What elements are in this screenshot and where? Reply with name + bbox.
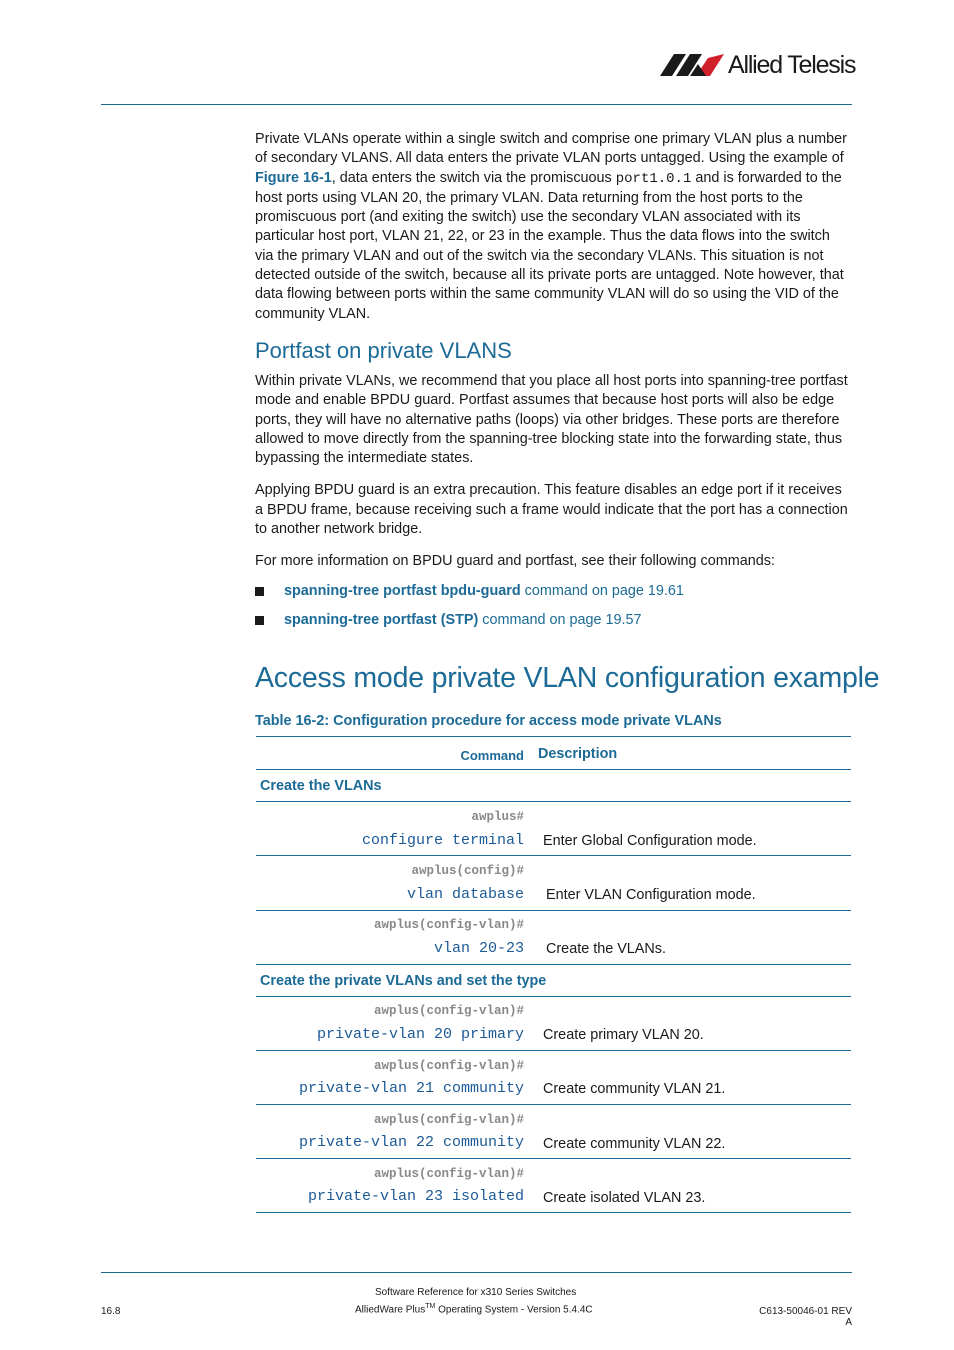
command: private-vlan 23 isolated bbox=[307, 1188, 524, 1205]
portfast-heading: Portfast on private VLANS bbox=[255, 338, 512, 363]
page-number: 16.8 bbox=[101, 1306, 121, 1317]
figure-link[interactable]: Figure 16-1 bbox=[255, 169, 332, 186]
portfast-paragraph-2: Applying BPDU guard is an extra precaution. This feature disables an edge port if it receives a BPDU frame, because receiving such a frame would indicate that the port has a connection to another network bridge. bbox=[255, 482, 848, 538]
command: private-vlan 21 community bbox=[298, 1080, 524, 1097]
footer-rule bbox=[101, 1272, 852, 1273]
table-bottom-border bbox=[256, 1212, 851, 1213]
portfast-section bbox=[255, 372, 852, 572]
port-code: port1.0.1 bbox=[615, 170, 692, 187]
list-item bbox=[255, 612, 642, 628]
command: configure terminal bbox=[361, 832, 524, 849]
portfast-paragraph-3: For more information on BPDU guard and portfast, see their following commands: bbox=[255, 553, 775, 570]
prompt: awplus(config)# bbox=[411, 864, 524, 878]
column-header-command: Command bbox=[460, 748, 524, 763]
portfast-paragraph-1: Within private VLANs, we recommend that you place all host ports into spanning-tree portfast mode and enable BPDU guard. Portfast assumes that because host ports will also be edge ports, they will have no alternative paths (loops) via other bridges. These ports are therefore allowed to move directly from the spanning-tree blocking state into the forwarding state, thus bypassing the intermediate states. bbox=[255, 373, 848, 467]
prompt: awplus(config-vlan)# bbox=[373, 1113, 524, 1127]
prompt: awplus(config-vlan)# bbox=[373, 1167, 524, 1181]
header-rule bbox=[101, 104, 852, 105]
prompt: awplus(config-vlan)# bbox=[373, 1004, 524, 1018]
command: vlan 20-23 bbox=[433, 940, 524, 957]
prompt: awplus# bbox=[471, 810, 524, 824]
description: Create community VLAN 22. bbox=[543, 1136, 726, 1152]
description: Create the VLANs. bbox=[546, 941, 666, 957]
logo-mark-icon bbox=[660, 54, 724, 76]
description: Create primary VLAN 20. bbox=[543, 1027, 704, 1043]
command: private-vlan 22 community bbox=[298, 1134, 524, 1151]
column-header-description: Description bbox=[538, 746, 618, 762]
table-top-border bbox=[256, 736, 851, 737]
prompt: awplus(config-vlan)# bbox=[373, 1059, 524, 1073]
intro-paragraph: Private VLANs operate within a single switch and comprise one primary VLAN plus a number of secondary VLANS. All data enters the private VLAN ports untagged. Using the example of Figure 16-1, data enters the switch via the promiscuous port1.0.1 and is forwarded to the host ports using VLAN 20, the primary VLAN. Data returning from the host ports to the promiscuous port (and exiting the switch) use the secondary VLAN associated with its particular host port, VLAN 21, 22, or 23 in the example. Thus the data flows into the switch via the primary VLAN and out of the switch via the secondary VLANs. This situation is not detected outside of the switch, because all its private ports are untagged. Note however, that data flowing between ports within the same community VLAN will do so using the VID of the community VLAN. bbox=[255, 131, 847, 322]
section-create-private-vlans: Create the private VLANs and set the type bbox=[260, 973, 547, 989]
footer-title: Software Reference for x310 Series Switches bbox=[375, 1287, 577, 1298]
portfast-stp-link[interactable]: spanning-tree portfast (STP) command on page 19.57 bbox=[284, 612, 642, 628]
description: Create community VLAN 21. bbox=[543, 1081, 726, 1097]
command: vlan database bbox=[406, 886, 524, 903]
list-item bbox=[255, 583, 684, 599]
bullet-icon bbox=[255, 616, 264, 625]
logo-text: Allied Telesis bbox=[728, 50, 856, 79]
description: Create isolated VLAN 23. bbox=[543, 1190, 706, 1206]
prompt: awplus(config-vlan)# bbox=[373, 918, 524, 932]
bullet-icon bbox=[255, 587, 264, 596]
command: private-vlan 20 primary bbox=[316, 1026, 524, 1043]
intro-section bbox=[255, 130, 852, 324]
bpdu-guard-link[interactable]: spanning-tree portfast bpdu-guard command on page 19.61 bbox=[284, 583, 684, 599]
footer-os-version: AlliedWare Plus™ Operating System - Version 5.4.4C bbox=[355, 1303, 593, 1316]
section-create-vlans: Create the VLANs bbox=[260, 778, 382, 794]
table-caption: Table 16-2: Configuration procedure for access mode private VLANs bbox=[255, 713, 722, 729]
description: Enter Global Configuration mode. bbox=[543, 833, 757, 849]
document-id: C613-50046-01 REV A bbox=[759, 1306, 852, 1328]
allied-telesis-logo bbox=[660, 50, 855, 80]
description: Enter VLAN Configuration mode. bbox=[546, 887, 756, 903]
access-mode-heading: Access mode private VLAN configuration example bbox=[255, 662, 880, 694]
